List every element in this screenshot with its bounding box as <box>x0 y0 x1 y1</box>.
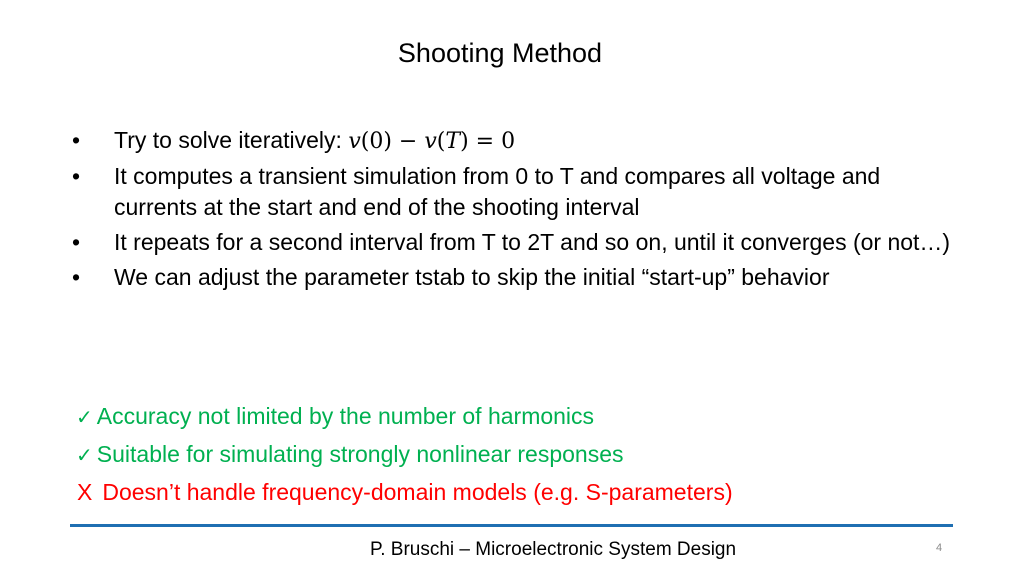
cross-icon: X <box>77 479 93 505</box>
pro-text: Accuracy not limited by the number of harmonics <box>96 403 595 429</box>
bullet-marker: • <box>72 163 81 189</box>
pros-cons-list <box>76 398 956 511</box>
pro-item <box>76 436 956 474</box>
checkmark-icon: ✓ <box>76 405 93 429</box>
checkmark-icon: ✓ <box>76 443 93 467</box>
bullet-item <box>72 262 952 293</box>
bullet-text: We can adjust the parameter tstab to skip the initial “start-up” behavior <box>114 264 830 290</box>
bullet-text: Try to solve iteratively: <box>114 127 349 153</box>
bullet-text: It computes a transient simulation from 0 to T and compares all voltage and currents at the start and end of the shooting interval <box>114 163 881 220</box>
bullet-marker: • <box>72 264 81 290</box>
bullet-list <box>72 125 952 297</box>
slide-title: Shooting Method <box>397 38 603 68</box>
bullet-marker: • <box>72 229 81 255</box>
footer-divider <box>70 524 953 527</box>
pro-item <box>76 398 956 436</box>
con-item <box>77 474 956 511</box>
bullet-item <box>72 161 952 223</box>
bullet-item <box>72 125 952 157</box>
bullet-item <box>72 227 952 258</box>
con-text: Doesn’t handle frequency-domain models (e.g. S-parameters) <box>102 479 733 505</box>
shooting-equation: v(0) − v(T) = 0 <box>348 129 516 154</box>
pro-text: Suitable for simulating strongly nonlinear responses <box>96 441 624 467</box>
footer-credit: P. Bruschi – Microelectronic System Design <box>370 539 737 560</box>
bullet-marker: • <box>72 127 81 153</box>
bullet-text: It repeats for a second interval from T to 2T and so on, until it converges (or not…) <box>114 229 951 255</box>
page-number: 4 <box>936 542 943 554</box>
